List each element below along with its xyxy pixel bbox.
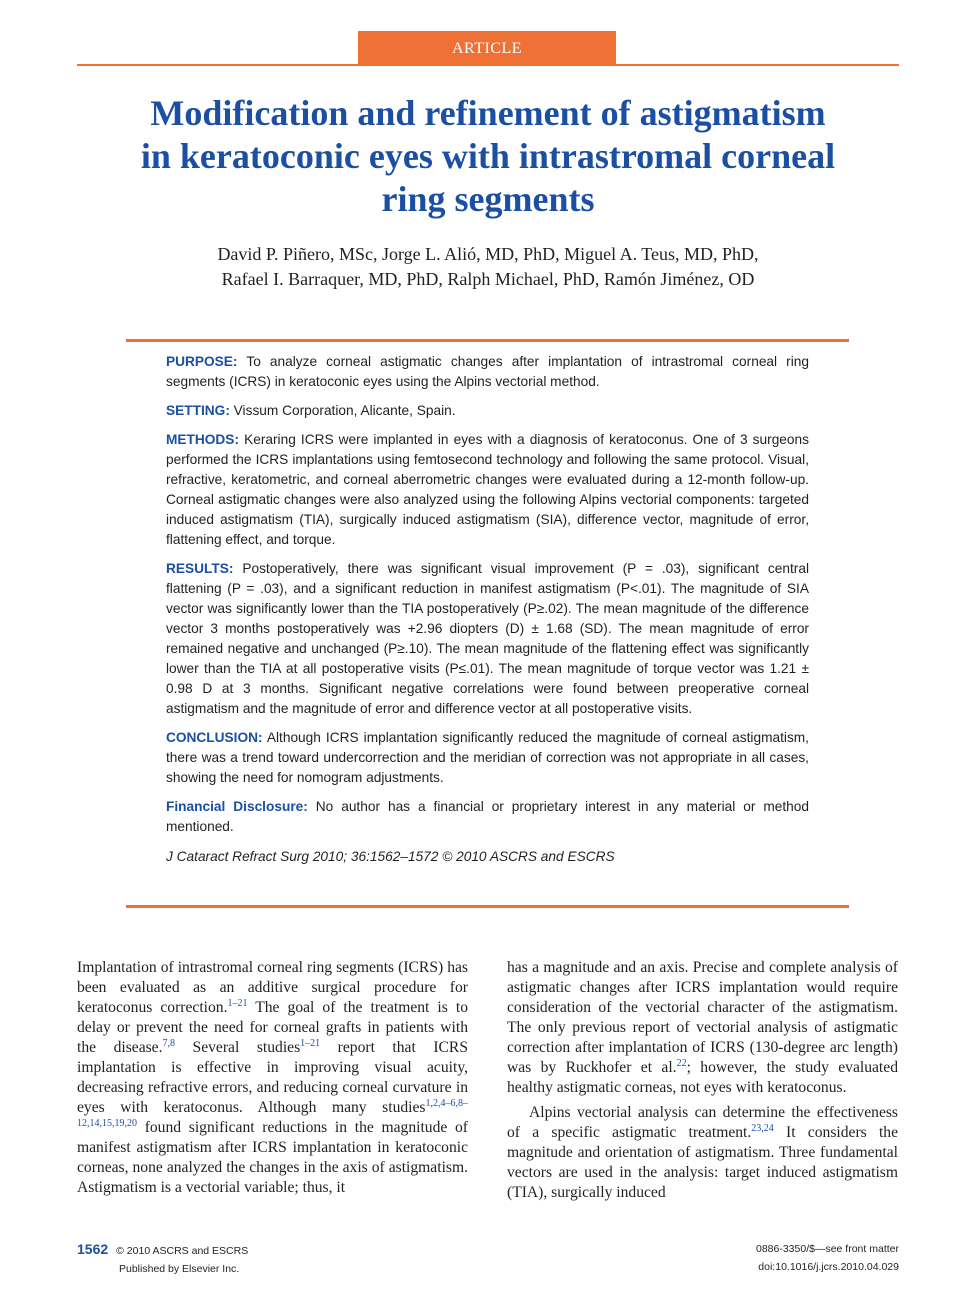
reference-link[interactable]: 1–21 [300,1037,321,1049]
body-column-left [77,958,468,1198]
copyright-text: © 2010 ASCRS and ESCRS [116,1245,249,1257]
doi-link[interactable]: doi:10.1016/j.jcrs.2010.04.029 [758,1261,899,1273]
body-text: It considers the magnitude and orientation of astigmatism. Three fundamental vectors are used in the analysis: target induced astigmatism (TIA), surgically induced [507,1124,899,1201]
publisher-text: Published by Elsevier Inc. [119,1263,240,1275]
author-line: Rafael I. Barraquer, MD, PhD, Ralph Michael, PhD, Ramón Jiménez, OD [221,269,755,289]
body-paragraph [507,1103,898,1203]
abstract-purpose [166,352,809,392]
reference-link[interactable]: 1,2,4–6,8–12,14,15,19,20 [77,1097,468,1129]
abstract-results [166,559,809,719]
body-paragraph [507,958,898,1098]
article-title [77,92,899,221]
abstract [166,352,809,876]
abstract-bottom-rule [126,905,849,908]
section-label: RESULTS: [166,561,234,576]
section-text: To analyze corneal astigmatic changes after implantation of intrastromal corneal ring segments (ICRS) in keratoconic eyes using the Alpins vectorial method. [166,354,809,389]
body-paragraph [77,958,468,1198]
abstract-methods [166,430,809,550]
body-text: Several studies [175,1039,301,1056]
section-label: METHODS: [166,432,239,447]
header-rule [77,64,899,66]
section-label: CONCLUSION: [166,730,263,745]
reference-link[interactable]: 22 [676,1057,687,1069]
reference-link[interactable]: 7,8 [162,1037,176,1049]
body-text: found significant reductions in the magnitude of manifest astigmatism after ICRS implantation in keratoconic corneas, none analyzed the changes in the axis of astigmatism. Astigmatism is a vectorial variable; thus, it [77,1119,468,1196]
footer-right [756,1240,899,1276]
section-text: No author has a financial or proprietary interest in any material or method mentioned. [166,799,809,834]
author-line: David P. Piñero, MSc, Jorge L. Alió, MD, PhD, Miguel A. Teus, MD, PhD, [217,244,759,264]
section-text: Although ICRS implantation significantly reduced the magnitude of corneal astigmatism, there was a trend toward undercorrection and the meridian of correction was not appropriate in all cases, showing the need for nomogram adjustments. [166,730,809,785]
abstract-top-rule [126,339,849,342]
section-label: SETTING: [166,403,230,418]
body-text: Alpins vectorial analysis can determine the effectiveness of a specific astigmatic treatment. [507,1104,898,1141]
body-text: report that ICRS implantation is effective in improving visual acuity, decreasing refractive errors, and reducing corneal curvature in eyes with keratoconus. Although many studies [77,1039,468,1116]
section-text: Keraring ICRS were implanted in eyes with a diagnosis of keratoconus. One of 3 surgeons performed the ICRS implantations using femtosecond technology and following the same protocol. Visual, refractive, keratometric, and corneal aberrometric changes were evaluated during a 12-month follow-up. Corneal astigmatic changes were also analyzed using the following Alpins vectorial components: targeted induced astigmatism (TIA), surgically induced astigmatism (SIA), difference vector, magnitude of error, flattening effect, and torque. [166,432,809,547]
abstract-setting [166,401,809,421]
article-type-tag: ARTICLE [358,31,616,65]
title-line: Modification and refinement of astigmatism [150,93,826,133]
issn-text: 0886-3350/$—see front matter [755,1243,899,1255]
body-text: has a magnitude and an axis. Precise and complete analysis of astigmatic changes after ICRS implantation would require consideration of the vectorial character of the astigmatism. The only previous report of vectorial analysis of astigmatic correction after implantation of ICRS (130-degree arc length) was by Ruckhofer et al. [507,959,898,1076]
body-text: ; however, the study evaluated healthy astigmatic corneas, not eyes with keratoconus. [507,1059,898,1096]
abstract-disclosure [166,797,809,837]
abstract-conclusion [166,728,809,788]
reference-link[interactable]: 23,24 [751,1122,774,1134]
body-text: Implantation of intrastromal corneal ring segments (ICRS) has been evaluated as an additive surgical procedure for keratoconus correction. [77,959,468,1016]
title-line: ring segments [381,179,595,219]
footer-left [77,1240,248,1278]
journal-citation: J Cataract Refract Surg 2010; 36:1562–1572 © 2010 ASCRS and ESCRS [166,849,615,864]
title-line: in keratoconic eyes with intrastromal corneal [140,136,836,176]
author-list [77,242,899,292]
section-label: Financial Disclosure: [166,799,308,814]
body-text: The goal of the treatment is to delay or prevent the need for corneal grafts in patients with the disease. [77,999,468,1056]
reference-link[interactable]: 1–21 [227,997,248,1009]
page-number: 1562 [77,1241,109,1257]
section-text: Vissum Corporation, Alicante, Spain. [229,403,456,418]
body-column-right [507,958,898,1203]
section-label: PURPOSE: [166,354,238,369]
section-text: Postoperatively, there was significant visual improvement (P = .03), significant central flattening (P = .03), and a significant reduction in manifest astigmatism (P<.01). The magnitude of SIA vector was significantly lower than the TIA postoperatively (P≥.02). The mean magnitude of the difference vector 3 months postoperatively was +2.96 diopters (D) ± 1.68 (SD). The mean magnitude of error remained negative and unchanged (P≥.10). The mean magnitude of the flattening effect was significantly lower than the TIA at all postoperative visits (P≤.01). The mean magnitude of torque vector was 1.21 ± 0.98 D at 3 months. Significant negative correlations were found between preoperative corneal astigmatism and the magnitude of error and difference vector at all postoperative visits. [166,561,809,716]
